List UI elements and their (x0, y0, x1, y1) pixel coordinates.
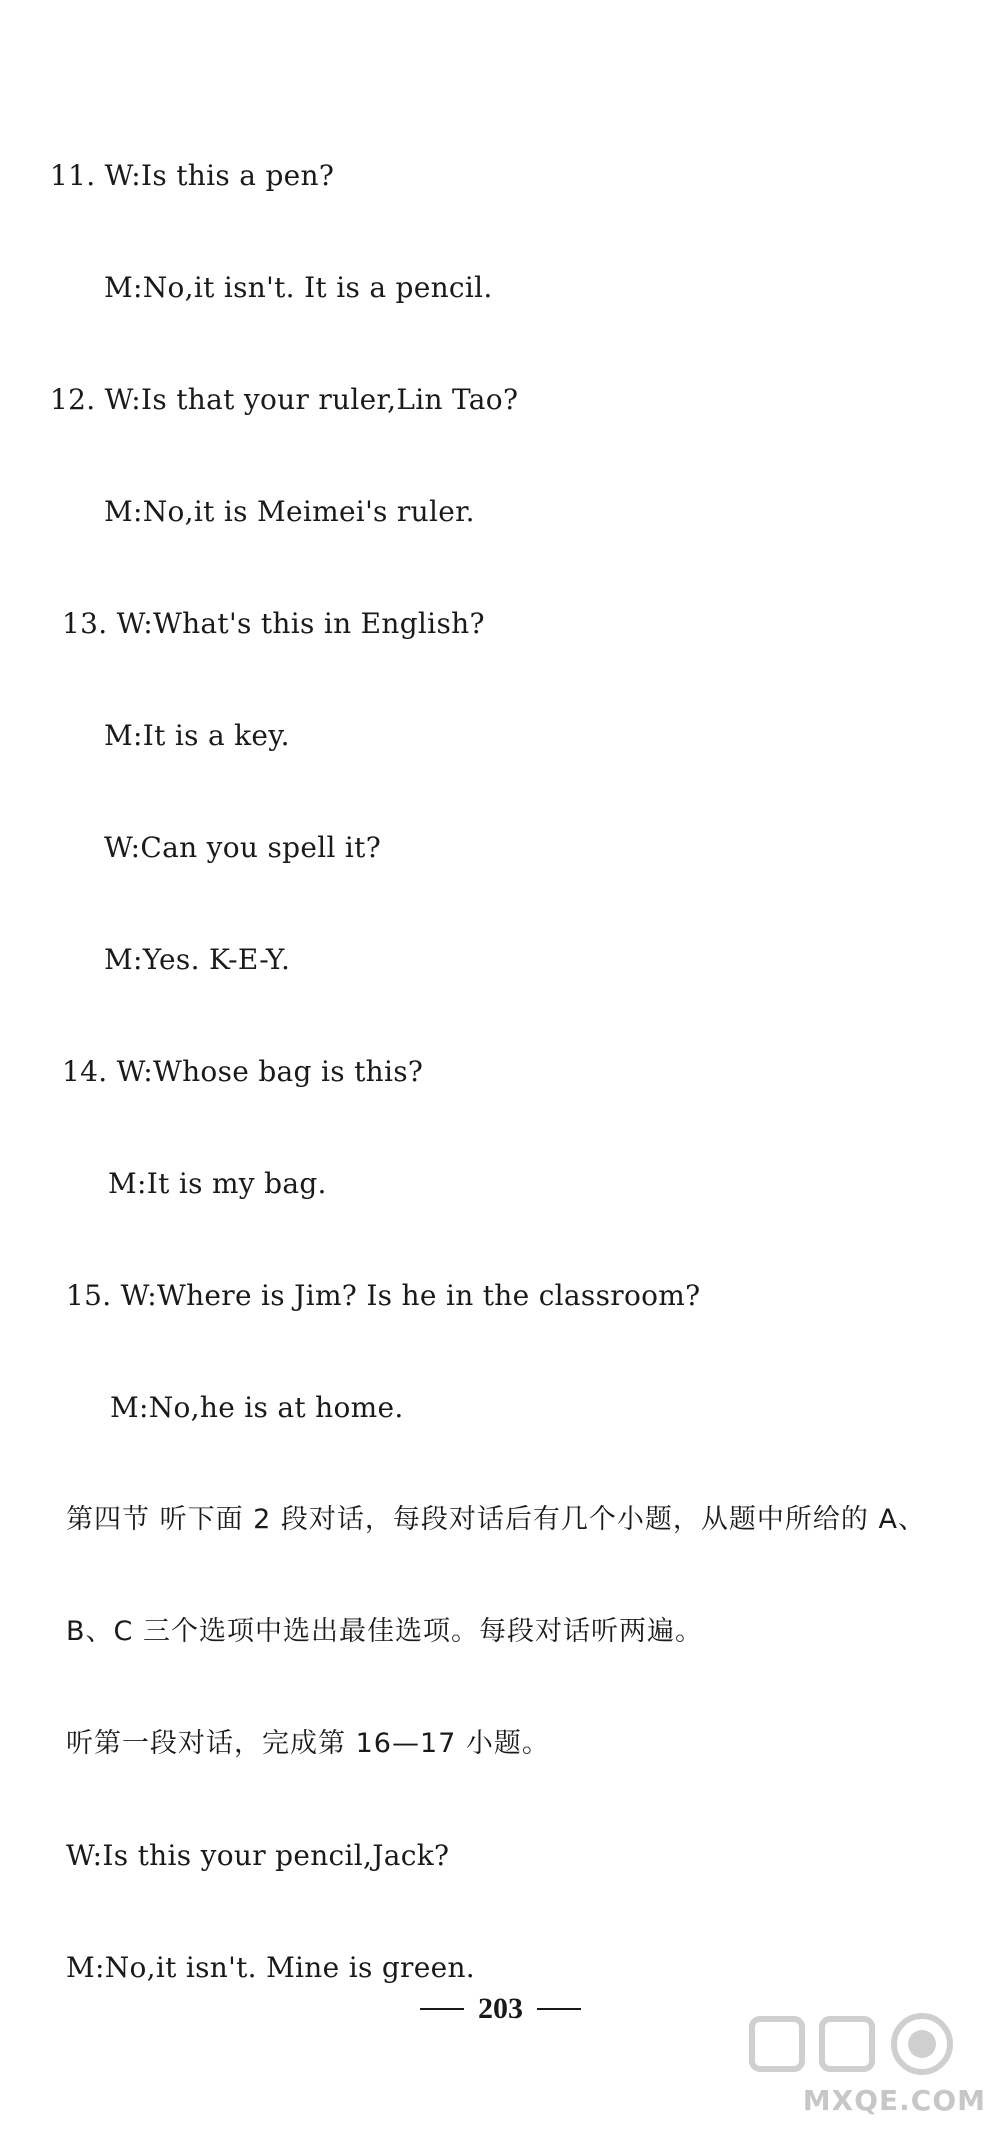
dialogue-one-woman-line: W:Is this your pencil,Jack? (66, 1839, 450, 1872)
q14-man-line: M:It is my bag. (108, 1167, 327, 1200)
dialogue-one-man-line: M:No,it isn't. Mine is green. (66, 1951, 476, 1984)
watermark-url: MXQE.COM (802, 2084, 986, 2117)
page-number: 203 (478, 1992, 523, 2025)
dialogue-one-instruction: 听第一段对话，完成第 16—17 小题。 (66, 1728, 550, 1759)
q13-man-line-1: M:It is a key. (104, 719, 290, 752)
section-four-instructions: B、C 三个选项中选出最佳选项。每段对话听两遍。 (66, 1616, 703, 1647)
q11-woman-line: 11. W:Is this a pen? (50, 159, 335, 192)
q15-woman-line: 15. W:Where is Jim? Is he in the classroom? (66, 1279, 701, 1312)
watermark-logo (742, 2009, 992, 2079)
footer-dash-right (537, 2008, 581, 2010)
q13-man-line-2: M:Yes. K-E-Y. (104, 943, 291, 976)
q11-man-line: M:No,it isn't. It is a pencil. (104, 271, 493, 304)
footer-dash-left (420, 2008, 464, 2010)
q15-man-line: M:No,he is at home. (110, 1391, 404, 1424)
watermark (742, 2009, 992, 2119)
q12-man-line: M:No,it is Meimei's ruler. (104, 495, 475, 528)
q13-woman-line-2: W:Can you spell it? (104, 831, 382, 864)
q14-woman-line: 14. W:Whose bag is this? (62, 1055, 424, 1088)
page-footer (420, 1992, 581, 2026)
q12-woman-line: 12. W:Is that your ruler,Lin Tao? (50, 383, 519, 416)
q13-woman-line: 13. W:What's this in English? (62, 607, 485, 640)
section-four-heading: 第四节 听下面 2 段对话，每段对话后有几个小题，从题中所给的 A、 (66, 1504, 926, 1535)
